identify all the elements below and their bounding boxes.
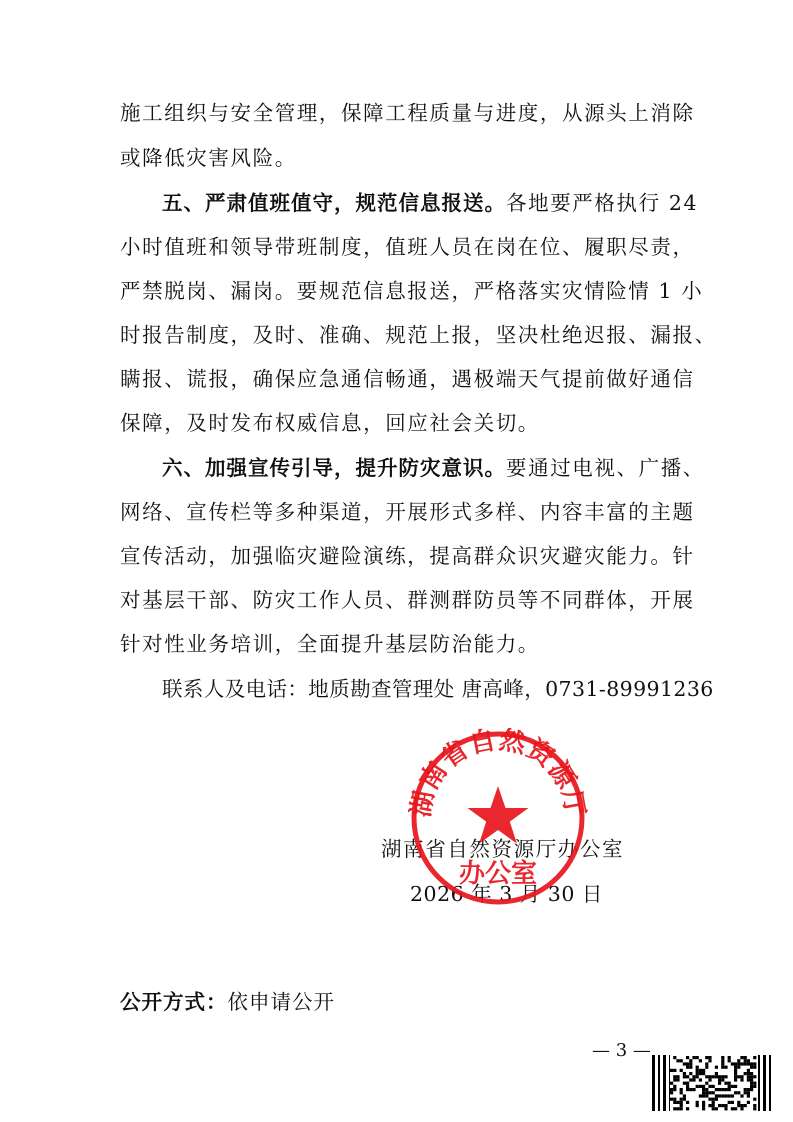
body-line-1: 施工组织与安全管理，保障工程质量与进度，从源头上消除: [120, 101, 695, 125]
signature-org: 湖南省自然资源厅办公室: [381, 837, 625, 861]
body-line-4: 严禁脱岗、漏岗。要规范信息报送，严格落实灾情险情 1 小: [120, 279, 704, 303]
body-line-7: 保障，及时发布权威信息，回应社会关切。: [120, 411, 540, 435]
body-line-11: 针对性业务培训，全面提升基层防治能力。: [120, 632, 540, 656]
section-5-heading: 五、严肃值班值守，规范信息报送。: [162, 191, 506, 215]
section-6-heading: 六、加强宣传引导，提升防灾意识。: [162, 456, 506, 480]
seal-inner-text: 办公室: [458, 859, 538, 889]
body-line-3: 小时值班和领导带班制度，值班人员在岗在位、履职尽责，: [120, 235, 695, 259]
seal-star-icon: [468, 786, 529, 844]
section-5-rest: 各地要严格执行 24: [506, 191, 699, 215]
seal-outer-text: 湖南省自然资源厅: [408, 728, 588, 820]
disclosure-label: 公开方式：: [120, 990, 228, 1014]
body-line-9: 宣传活动，加强临灾避险演练，提高群众识灾避灾能力。针: [120, 544, 695, 568]
section-6-rest: 要通过电视、广播、: [506, 456, 705, 480]
signature-date: 2026 年 3 月 30 日: [410, 882, 603, 906]
disclosure-line: [120, 985, 335, 1015]
section-5-first-line: [162, 191, 698, 215]
barcode-qr-icon: [652, 1055, 772, 1111]
body-line-6: 瞒报、谎报，确保应急通信畅通，遇极端天气提前做好通信: [120, 367, 695, 391]
body-line-8: 网络、宣传栏等多种渠道，开展形式多样、内容丰富的主题: [120, 500, 695, 524]
body-line-10: 对基层干部、防灾工作人员、群测群防员等不同群体，开展: [120, 588, 695, 612]
section-6-first-line: [162, 456, 705, 480]
official-seal: [408, 728, 588, 908]
body-line-5: 时报告制度，及时、准确、规范上报，坚决杜绝迟报、漏报、: [120, 323, 717, 347]
seal-graphic: [408, 728, 588, 908]
body-line-2: 或降低灾害风险。: [120, 146, 297, 170]
page-number: — 3 —: [592, 1040, 651, 1061]
contact-line: 联系人及电话：地质勘查管理处 唐高峰，0731-89991236: [162, 677, 714, 701]
disclosure-value: 依申请公开: [227, 990, 335, 1014]
